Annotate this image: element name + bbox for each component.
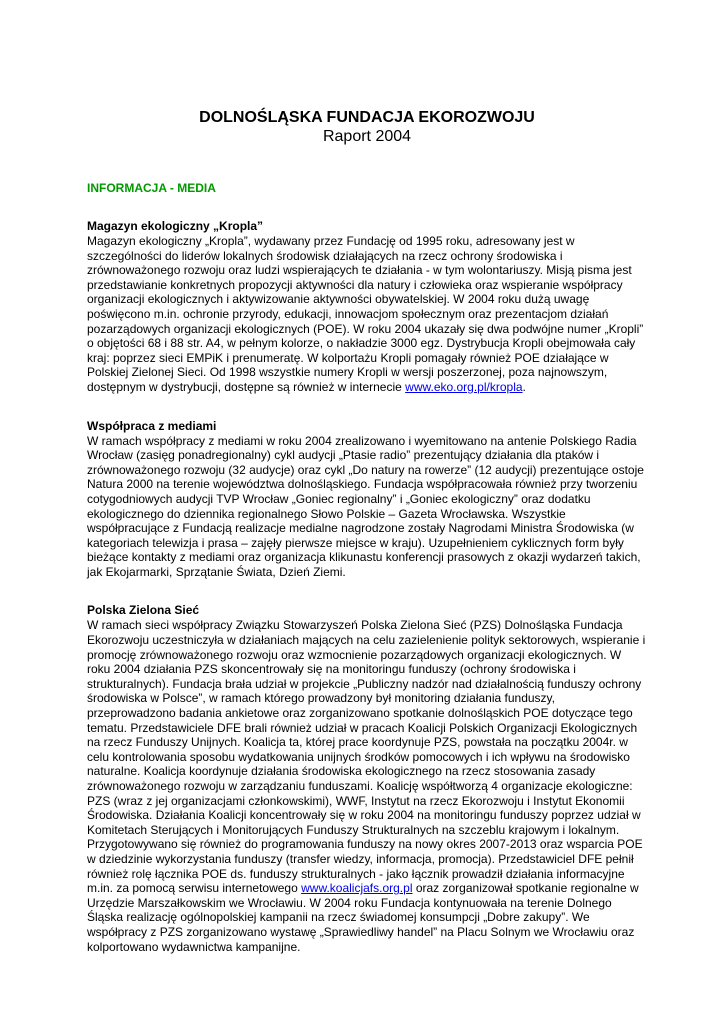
koalicja-link[interactable]: www.koalicjafs.org.pl (301, 881, 413, 896)
media-section (87, 419, 647, 580)
kropla-link[interactable]: www.eko.org.pl/kropla (405, 379, 523, 394)
media-heading: Współpraca z mediami (87, 418, 217, 433)
report-title: Raport 2004 (322, 128, 412, 145)
section-heading: INFORMACJA - MEDIA (87, 181, 216, 195)
media-text: W ramach współpracy z mediami w roku 2004 zrealizowano i wyemitowano na antenie Polskiego Radia Wrocław (zasięg ponadregionalny) cykl audycji „Ptasie radio” prezentujący działania dla ptaków i zrównoważonego rozwoju (32 audycje) oraz cykl „Do natury na rowerze” (12 audycji) prezentujące ostoje Natura 2000 na terenie województwa dolnośląskiego. Fundacja współpracowała również przy tworzeniu cotygodniowych audycji TVP Wrocław „Goniec regionalny” i „Goniec ekologiczny” oraz dodatku ekologicznego do dziennika regionalnego Słowo Polskie – Gazeta Wrocławska. Wszystkie współpracujące z Fundacją realizacje medialne nagrodzone zostały Nagrodami Ministra Środowiska (w kategoriach telewizja i prasa – zajęły pierwsze miejsce w kraju). Uzupełnieniem cyklicznych form były bieżące kontakty z mediami oraz organizacja klikunastu konferencji prasowych z okazji wydarzeń takich, jak Ekojarmarki, Sprzątanie Świata, Dzień Ziemi. (87, 433, 644, 579)
media-paragraph (87, 434, 647, 580)
green-network-section (87, 603, 647, 954)
magazine-paragraph (87, 234, 647, 395)
magazine-text-end: . (522, 379, 526, 394)
title-block (87, 108, 647, 146)
magazine-heading: Magazyn ekologiczny „Kropla” (87, 219, 264, 233)
organization-title: DOLNOŚLĄSKA FUNDACJA EKOROZWOJU (199, 109, 535, 126)
magazine-section (87, 219, 647, 395)
green-network-paragraph (87, 618, 647, 954)
green-network-text-end: oraz zorganizował spotkanie regionalne w Urzędzie Marszałkowskim we Wrocławiu. W 2004 roku Fundacja kontynuowała na terenie Dolnego Śląska realizację ogólnopolskiej kampanii na rzecz świadomej konsumpcji „Dobre zakupy”. We współpracy z PZS zorganizowano wystawę „Sprawiedliwy handel” na Placu Solnym we Wrocławiu oraz kolportowano wydawnictwa kampanijne. (87, 881, 639, 954)
magazine-text: Magazyn ekologiczny „Kropla”, wydawany przez Fundację od 1995 roku, adresowany jest w szczególności do liderów lokalnych środowisk działających na rzecz ochrony środowiska i zrównoważonego rozwoju oraz ludzi wspierających te działania - w tym wolontariuszy. Misją pisma jest przedstawianie konkretnych propozycji aktywności dla natury i człowieka oraz wspieranie współpracy organizacji ekologicznych i aktywizowanie aktywności obywatelskiej. W 2004 roku dużą uwagę poświęcono m.in. ochronie przyrody, edukacji, innowacjom społecznym oraz prezentacjom działań pozarządowych organizacji ekologicznych (POE). W roku 2004 ukazały się dwa podwójne numer „Kropli” o objętości 68 i 88 str. A4, w pełnym kolorze, o nakładzie 3000 egz. Dystrybucja Kropli obejmowała cały kraj: poprzez sieci EMPiK i prenumeratę. W kolportażu Kropli pomagały również POE działające w Polskiej Zielonej Sieci. Od 1998 wszystkie numery Kropli w wersji poszerzonej, poza najnowszym, dostępnym w dystrybucji, dostępne są również w internecie (87, 234, 644, 394)
green-network-heading: Polska Zielona Sieć (87, 603, 200, 618)
document-page (87, 0, 647, 954)
green-network-text: W ramach sieci współpracy Związku Stowarzyszeń Polska Zielona Sieć (PZS) Dolnośląska Fundacja Ekorozwoju uczestniczyła w działaniach mających na celu zazielenienie polityk sektorowych, wspieranie i promocję zrównoważonego rozwoju oraz wzmocnienie pozarządowych organizacji ekologicznych. W roku 2004 działania PZS skoncentrowały się na monitoringu funduszy (ochrony środowiska i strukturalnych). Fundacja brała udział w projekcie „Publiczny nadzór nad działalnością funduszy ochrony środowiska w Polsce”, w ramach którego prowadzony był monitoring działania funduszy, przeprowadzono badania ankietowe oraz zorganizowano spotkanie dolnośląskich POE dotyczące tego tematu. Przedstawiciele DFE brali również udział w pracach Koalicji Polskich Organizacji Ekologicznych na rzecz Funduszy Unijnych. Koalicja ta, której prace koordynuje PZS, powstała na początku 2004r. w celu kontrolowania sposobu wydatkowania unijnych środków pomocowych i ich wpływu na środowisko naturalne. Koalicja koordynuje działania środowiska ekologicznego na rzecz stosowania zasady zrównoważonego rozwoju w zarządzaniu funduszami. Koalicję współtworzą 4 organizacje ekologiczne: PZS (wraz z jej organizacjami członkowskimi), WWF, Instytut na rzecz Ekorozwoju i Instytut Ekonomii Środowiska. Działania Koalicji koncentrowały się w roku 2004 na monitoringu funduszy poprzez udział w Komitetach Sterujących i Monitorujących Funduszy Strukturalnych na szczeblu krajowym i lokalnym. Przygotowywano się również do programowania funduszy na nowy okres 2007-2013 oraz wsparcia POE w dziedzinie wykorzystania funduszy (transfer wiedzy, informacja, promocja). Przedstawiciel DFE pełnił również rolę łącznika POE ds. funduszy strukturalnych - jako łącznik prowadził działania informacyjne m.in. za pomocą serwisu internetowego (87, 618, 646, 896)
